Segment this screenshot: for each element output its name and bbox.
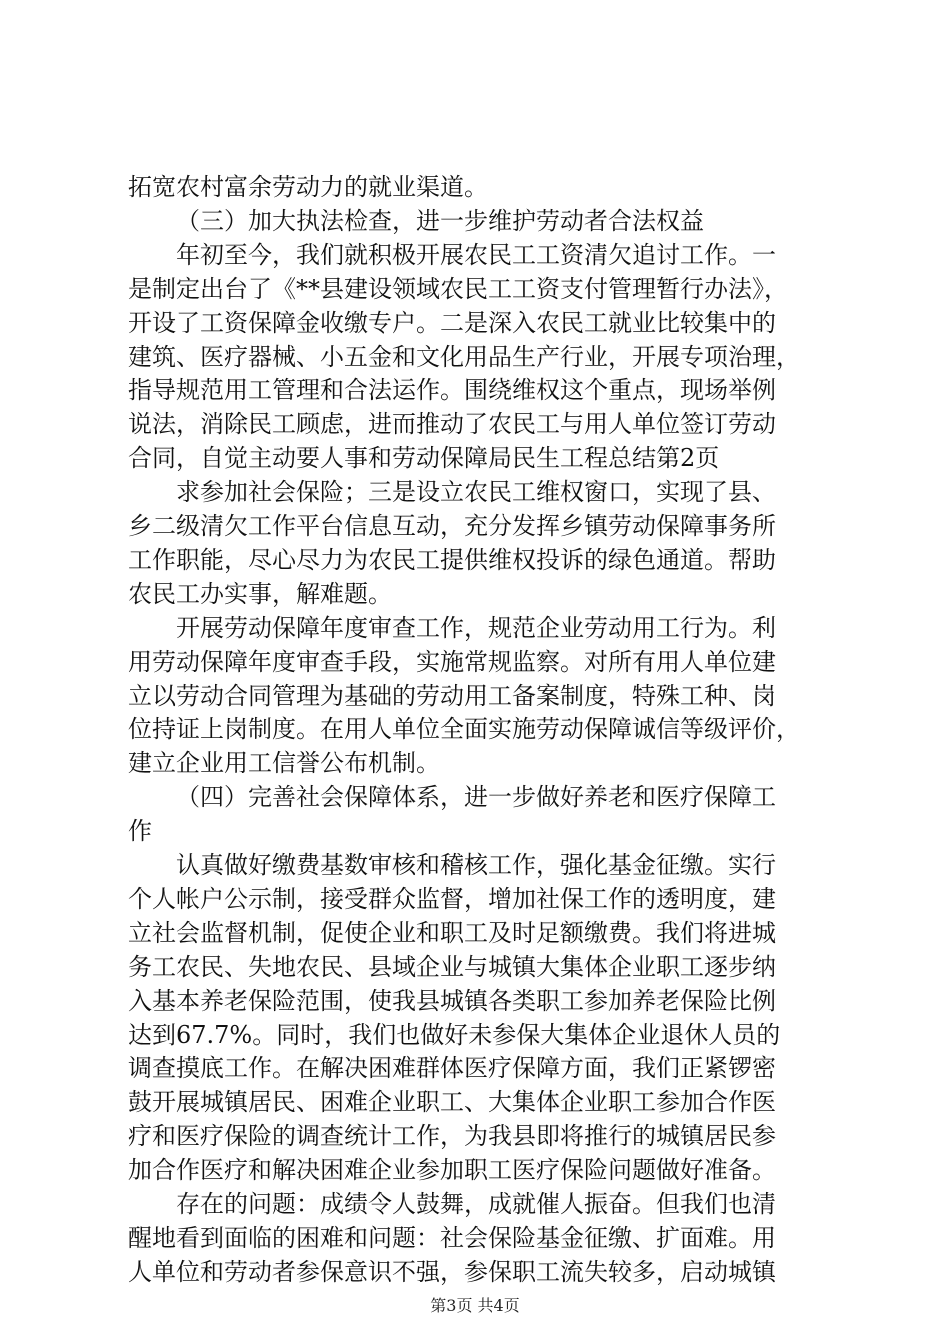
text-line: 合同，自觉主动要人事和劳动保障局民生工程总结第2页 <box>128 444 720 472</box>
section-heading: （三）加大执法检查，进一步维护劳动者合法权益 <box>176 207 704 235</box>
text-line: 开展劳动保障年度审查工作，规范企业劳动用工行为。利 <box>176 614 776 642</box>
text-line: 开设了工资保障金收缴专户。二是深入农民工就业比较集中的 <box>128 309 776 337</box>
text-line: 调查摸底工作。在解决困难群体医疗保障方面，我们正紧锣密 <box>128 1054 776 1082</box>
text-line: 是制定出台了《**县建设领域农民工工资支付管理暂行办法》， <box>128 275 788 303</box>
text-line: 说法，消除民工顾虑，进而推动了农民工与用人单位签订劳动 <box>128 410 776 438</box>
text-line: 醒地看到面临的困难和问题：社会保险基金征缴、扩面难。用 <box>128 1224 776 1252</box>
text-line: 疗和医疗保险的调查统计工作，为我县即将推行的城镇居民参 <box>128 1122 776 1150</box>
text-line: 指导规范用工管理和合法运作。围绕维权这个重点，现场举例 <box>128 376 776 404</box>
text-line: 乡二级清欠工作平台信息互动，充分发挥乡镇劳动保障事务所 <box>128 512 776 540</box>
text-line: 立以劳动合同管理为基础的劳动用工备案制度，特殊工种、岗 <box>128 682 776 710</box>
text-line: 年初至今，我们就积极开展农民工工资清欠追讨工作。一 <box>176 241 776 269</box>
text-line: 农民工办实事，解难题。 <box>128 580 392 608</box>
text-line: 求参加社会保险；三是设立农民工维权窗口，实现了县、 <box>176 478 776 506</box>
text-line: 立社会监督机制，促使企业和职工及时足额缴费。我们将进城 <box>128 919 776 947</box>
page-footer: 第3页 共4页 <box>430 1296 520 1315</box>
text-line: 达到67.7%。同时，我们也做好未参保大集体企业退休人员的 <box>128 1021 781 1049</box>
text-line: 人单位和劳动者参保意识不强，参保职工流失较多，启动城镇 <box>128 1258 776 1286</box>
section-heading-continuation: 作 <box>128 817 152 845</box>
text-line: 建立企业用工信誉公布机制。 <box>128 749 440 777</box>
text-line: 位持证上岗制度。在用人单位全面实施劳动保障诚信等级评价， <box>128 715 800 743</box>
text-line: 入基本养老保险范围，使我县城镇各类职工参加养老保险比例 <box>128 987 776 1015</box>
text-line: 个人帐户公示制，接受群众监督，增加社保工作的透明度，建 <box>128 885 776 913</box>
text-line: 用劳动保障年度审查手段，实施常规监察。对所有用人单位建 <box>128 648 776 676</box>
text-line: 鼓开展城镇居民、困难企业职工、大集体企业职工参加合作医 <box>128 1088 776 1116</box>
text-line: 工作职能，尽心尽力为农民工提供维权投诉的绿色通道。帮助 <box>128 546 776 574</box>
text-line: 认真做好缴费基数审核和稽核工作，强化基金征缴。实行 <box>176 851 776 879</box>
section-heading: （四）完善社会保障体系，进一步做好养老和医疗保障工 <box>176 783 776 811</box>
text-line: 务工农民、失地农民、县域企业与城镇大集体企业职工逐步纳 <box>128 953 776 981</box>
text-line: 拓宽农村富余劳动力的就业渠道。 <box>128 173 488 201</box>
text-line: 建筑、医疗器械、小五金和文化用品生产行业，开展专项治理， <box>128 343 800 371</box>
text-line: 存在的问题：成绩令人鼓舞，成就催人振奋。但我们也清 <box>176 1190 776 1218</box>
text-line: 加合作医疗和解决困难企业参加职工医疗保险问题做好准备。 <box>128 1156 776 1184</box>
